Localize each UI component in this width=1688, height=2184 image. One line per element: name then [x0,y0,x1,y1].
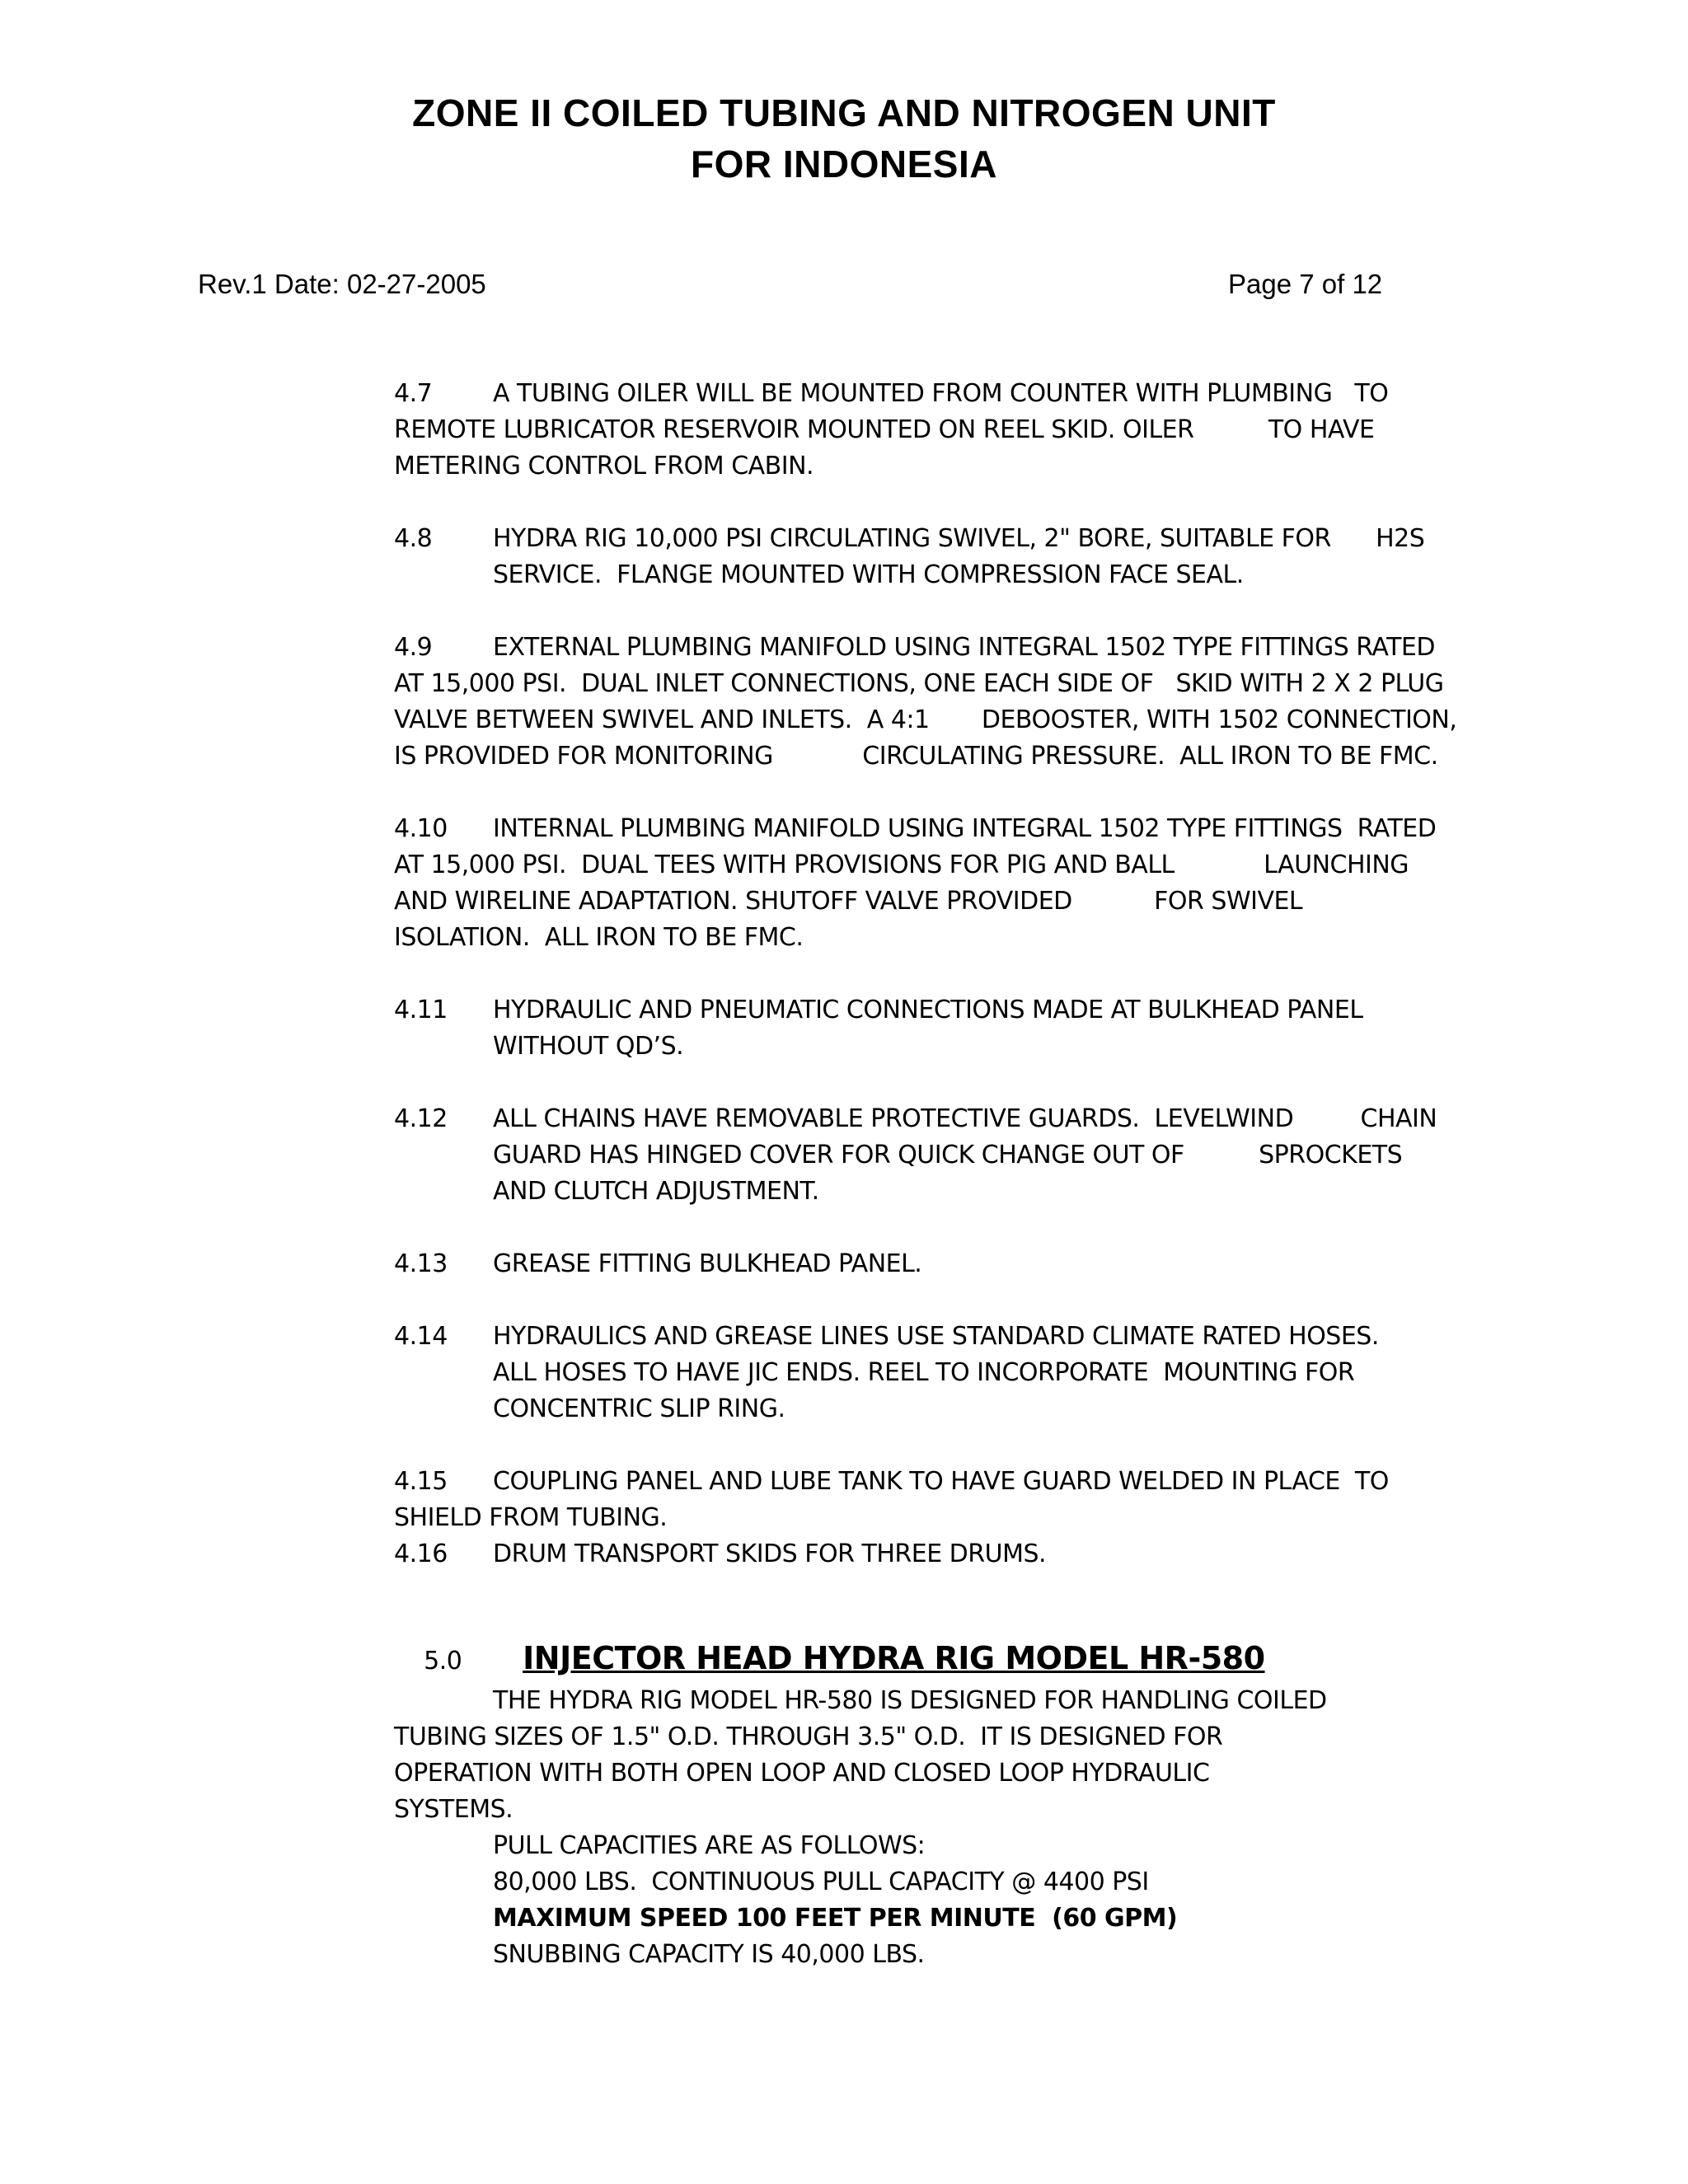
item-text: GUARD HAS HINGED COVER FOR QUICK CHANGE OUT OF SPROCKETS [493,1141,1403,1169]
list-item [394,1464,1490,1536]
continuous-pull-capacity: 80,000 LBS. CONTINUOUS PULL CAPACITY @ 4400 PSI [493,1868,1149,1896]
item-text: VALVE BETWEEN SWIVEL AND INLETS. A 4:1 DEBOOSTER, WITH 1502 CONNECTION, [394,705,1457,734]
list-item [394,992,1490,1065]
list-item [394,1101,1490,1210]
item-text: GREASE FITTING BULKHEAD PANEL. [493,1249,922,1278]
item-number: 4.12 [394,1104,448,1133]
item-number: 4.11 [394,996,448,1024]
revision-date: Rev.1 Date: 02-27-2005 [198,269,486,299]
item-number: 4.10 [394,814,448,843]
page-number: Page 7 of 12 [1228,269,1383,299]
snubbing-capacity: SNUBBING CAPACITY IS 40,000 LBS. [493,1940,925,1969]
item-number: 4.9 [394,633,433,662]
item-text: HYDRA RIG 10,000 PSI CIRCULATING SWIVEL, 2" BORE, SUITABLE FOR H2S [493,524,1425,553]
item-number: 4.15 [394,1467,448,1496]
document-body [394,376,1490,1973]
paragraph-text: THE HYDRA RIG MODEL HR-580 IS DESIGNED FOR HANDLING COILED [493,1686,1327,1715]
item-text: ALL HOSES TO HAVE JIC ENDS. REEL TO INCORPORATE MOUNTING FOR [493,1358,1355,1387]
item-text: ISOLATION. ALL IRON TO BE FMC. [394,923,804,952]
item-text: REMOTE LUBRICATOR RESERVOIR MOUNTED ON REEL SKID. OILER TO HAVE [394,415,1375,444]
item-text: ALL CHAINS HAVE REMOVABLE PROTECTIVE GUARDS. LEVELWIND CHAIN [493,1104,1437,1133]
item-number: 4.16 [394,1540,448,1568]
item-text: COUPLING PANEL AND LUBE TANK TO HAVE GUARD WELDED IN PLACE TO [493,1467,1389,1496]
list-item [394,376,1490,485]
item-number: 4.8 [394,524,433,553]
item-text: EXTERNAL PLUMBING MANIFOLD USING INTEGRAL 1502 TYPE FITTINGS RATED [493,633,1435,662]
paragraph-text: OPERATION WITH BOTH OPEN LOOP AND CLOSED LOOP HYDRAULIC [394,1759,1210,1788]
list-item [394,811,1490,956]
item-text: HYDRAULIC AND PNEUMATIC CONNECTIONS MADE AT BULKHEAD PANEL [493,996,1363,1024]
section-title: INJECTOR HEAD HYDRA RIG MODEL HR-580 [523,1640,1265,1676]
item-number: 4.14 [394,1322,448,1351]
item-text: CONCENTRIC SLIP RING. [493,1394,785,1423]
paragraph-text: SYSTEMS. [394,1795,513,1824]
list-item [394,630,1490,775]
section-5-body [394,1683,1490,1973]
pull-capacities-heading: PULL CAPACITIES ARE AS FOLLOWS: [493,1831,926,1860]
item-text: HYDRAULICS AND GREASE LINES USE STANDARD CLIMATE RATED HOSES. [493,1322,1379,1351]
section-number: 5.0 [424,1647,462,1675]
list-item [394,1536,1490,1572]
item-text: METERING CONTROL FROM CABIN. [394,452,814,480]
item-text: AT 15,000 PSI. DUAL INLET CONNECTIONS, ONE EACH SIDE OF SKID WITH 2 X 2 PLUG [394,669,1444,698]
maximum-speed: MAXIMUM SPEED 100 FEET PER MINUTE (60 GPM) [493,1904,1178,1933]
document-title-line-2: FOR INDONESIA [691,143,997,185]
item-text: INTERNAL PLUMBING MANIFOLD USING INTEGRAL 1502 TYPE FITTINGS RATED [493,814,1437,843]
item-number: 4.13 [394,1249,448,1278]
item-text: SHIELD FROM TUBING. [394,1503,668,1532]
item-text: AT 15,000 PSI. DUAL TEES WITH PROVISIONS FOR PIG AND BALL LAUNCHING [394,851,1409,879]
paragraph-text: TUBING SIZES OF 1.5" O.D. THROUGH 3.5" O.D. IT IS DESIGNED FOR [394,1722,1223,1751]
list-item [394,1246,1490,1282]
list-item [394,521,1490,593]
item-text: SERVICE. FLANGE MOUNTED WITH COMPRESSION FACE SEAL. [493,560,1244,589]
item-text: A TUBING OILER WILL BE MOUNTED FROM COUNTER WITH PLUMBING TO [493,379,1389,408]
item-text: IS PROVIDED FOR MONITORING CIRCULATING PRESSURE. ALL IRON TO BE FMC. [394,742,1438,771]
document-title-line-1: ZONE II COILED TUBING AND NITROGEN UNIT [412,91,1276,134]
item-text: AND WIRELINE ADAPTATION. SHUTOFF VALVE PROVIDED FOR SWIVEL [394,887,1303,916]
section-5-heading [394,1604,1490,1676]
item-text: WITHOUT QD’S. [493,1032,684,1061]
item-text: DRUM TRANSPORT SKIDS FOR THREE DRUMS. [493,1540,1047,1568]
item-number: 4.7 [394,379,433,408]
item-text: AND CLUTCH ADJUSTMENT. [493,1177,819,1206]
list-item [394,1319,1490,1427]
